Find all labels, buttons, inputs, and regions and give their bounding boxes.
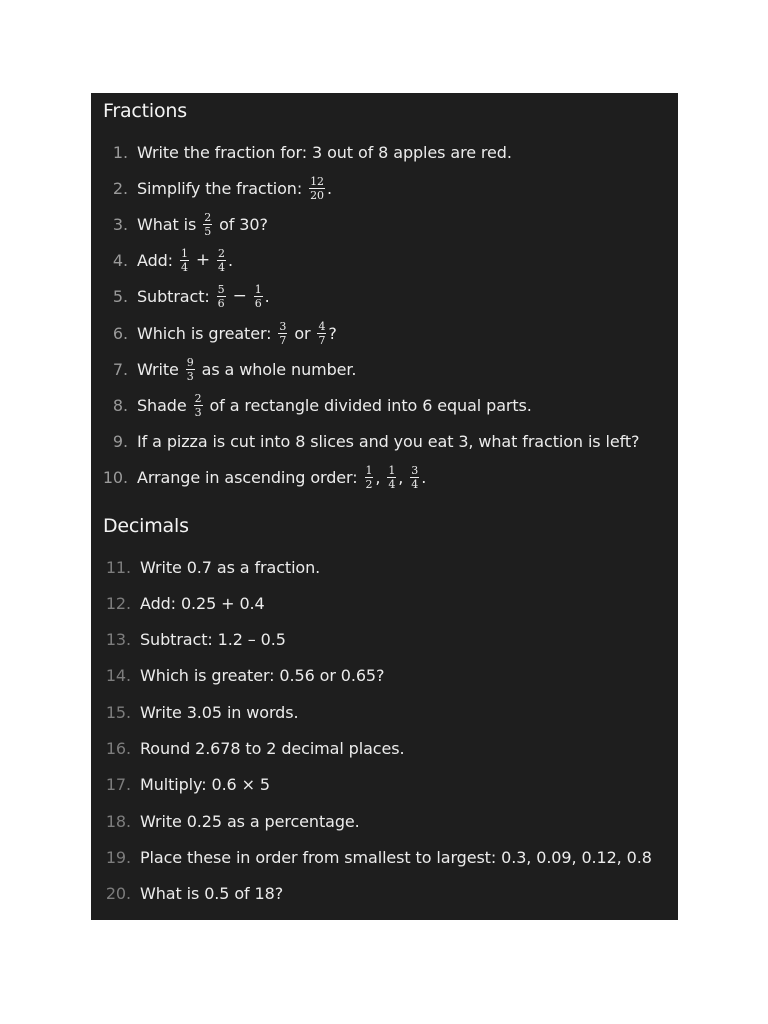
question-text: What is 0.5 of 18? [140, 883, 284, 903]
question-text: Write the fraction for: 3 out of 8 apples are red. [137, 142, 512, 162]
question-text: Simplify the fraction: [137, 178, 308, 198]
question-text: Shade [137, 395, 192, 415]
numerator: 9 [186, 355, 194, 369]
fraction [365, 465, 374, 490]
question-text: Arrange in ascending order: [137, 467, 363, 487]
denominator: 7 [279, 333, 287, 347]
question-1 [91, 138, 512, 166]
numerator: 2 [194, 391, 202, 405]
question-13 [91, 625, 286, 653]
denominator: 2 [365, 477, 373, 491]
question-number: 10. [102, 467, 128, 487]
fraction [254, 284, 263, 309]
question-number: 9. [112, 431, 128, 451]
question-number: 3. [112, 214, 128, 234]
fraction [194, 393, 203, 418]
numerator: 2 [204, 210, 212, 224]
question-number: 12. [105, 593, 131, 613]
worksheet-panel [91, 93, 678, 920]
question-text: What is [137, 214, 202, 234]
question-text-end: of a rectangle divided into 6 equal parts. [204, 395, 532, 415]
numerator: 1 [388, 463, 396, 477]
denominator: 4 [411, 477, 419, 491]
question-text: Write 3.05 in words. [140, 702, 299, 722]
question-2 [91, 174, 332, 202]
question-4 [91, 246, 233, 274]
question-19 [91, 843, 652, 871]
question-text-end: as a whole number. [196, 359, 357, 379]
question-number: 5. [112, 286, 128, 306]
question-text-end: ? [328, 323, 337, 343]
question-number: 17. [105, 774, 131, 794]
fractions-heading: Fractions [103, 100, 187, 122]
numerator: 5 [217, 282, 225, 296]
question-8 [91, 391, 532, 419]
denominator: 3 [194, 405, 202, 419]
fraction [217, 284, 226, 309]
numerator: 2 [218, 246, 225, 260]
separator: , [398, 467, 409, 487]
question-number: 4. [112, 250, 128, 270]
question-number: 11. [105, 557, 131, 577]
question-number: 19. [105, 847, 131, 867]
question-number: 8. [112, 395, 128, 415]
question-12 [91, 589, 265, 617]
question-number: 1. [112, 142, 128, 162]
question-11 [91, 553, 320, 581]
fraction [180, 248, 189, 273]
question-number: 14. [105, 665, 131, 685]
question-17 [91, 770, 270, 798]
question-number: 7. [112, 359, 128, 379]
fraction [387, 465, 396, 490]
question-text: Subtract: [137, 286, 215, 306]
question-16 [91, 734, 404, 762]
numerator: 3 [411, 463, 419, 477]
fraction [203, 212, 212, 237]
question-text: Subtract: 1.2 – 0.5 [140, 629, 286, 649]
question-6 [91, 319, 337, 347]
denominator: 6 [254, 296, 262, 310]
fraction [186, 357, 195, 382]
numerator: 3 [279, 319, 287, 333]
question-number: 18. [105, 811, 131, 831]
numerator: 1 [180, 246, 188, 260]
question-15 [91, 698, 298, 726]
question-text: Round 2.678 to 2 decimal places. [140, 738, 405, 758]
question-number: 2. [112, 178, 128, 198]
question-5 [91, 282, 270, 310]
fraction [317, 321, 326, 346]
denominator: 20 [310, 188, 324, 202]
question-text: Write [137, 359, 184, 379]
question-text: Multiply: 0.6 × 5 [140, 774, 270, 794]
question-text-end: of 30? [214, 214, 268, 234]
question-14 [91, 661, 384, 689]
fraction [217, 248, 226, 273]
numerator: 1 [254, 282, 262, 296]
question-7 [91, 355, 356, 383]
fraction [278, 321, 287, 346]
question-text: Which is greater: 0.56 or 0.65? [140, 665, 385, 685]
question-number: 13. [105, 629, 131, 649]
denominator: 3 [186, 369, 194, 383]
question-text: Place these in order from smallest to largest: 0.3, 0.09, 0.12, 0.8 [140, 847, 652, 867]
question-text: If a pizza is cut into 8 slices and you eat 3, what fraction is left? [137, 431, 640, 451]
question-9 [91, 427, 639, 455]
fraction [309, 176, 325, 201]
question-text-end: . [227, 250, 233, 270]
operator: + [195, 250, 211, 270]
numerator: 12 [310, 174, 324, 188]
denominator: 7 [318, 333, 326, 347]
question-3 [91, 210, 268, 238]
separator: , [375, 467, 386, 487]
question-number: 16. [105, 738, 131, 758]
question-text: Write 0.25 as a percentage. [140, 811, 360, 831]
question-number: 20. [105, 883, 131, 903]
question-text: Write 0.7 as a fraction. [140, 557, 321, 577]
question-number: 6. [112, 323, 128, 343]
numerator: 4 [318, 319, 326, 333]
denominator: 4 [388, 477, 396, 491]
question-text-end: . [326, 178, 332, 198]
operator: − [232, 286, 247, 306]
fraction [410, 465, 419, 490]
question-20 [91, 879, 283, 907]
question-18 [91, 807, 360, 835]
denominator: 4 [180, 260, 188, 274]
question-number: 15. [105, 702, 131, 722]
numerator: 1 [365, 463, 373, 477]
question-text: Add: [137, 250, 178, 270]
question-text: Add: 0.25 + 0.4 [140, 593, 265, 613]
question-text: Which is greater: [137, 323, 277, 343]
decimals-heading: Decimals [103, 515, 189, 537]
question-text-end: . [421, 467, 427, 487]
denominator: 6 [217, 296, 225, 310]
question-text-mid: or [289, 323, 316, 343]
denominator: 5 [204, 224, 212, 238]
question-text-end: . [264, 286, 270, 306]
denominator: 4 [218, 260, 225, 274]
question-10 [91, 463, 426, 491]
